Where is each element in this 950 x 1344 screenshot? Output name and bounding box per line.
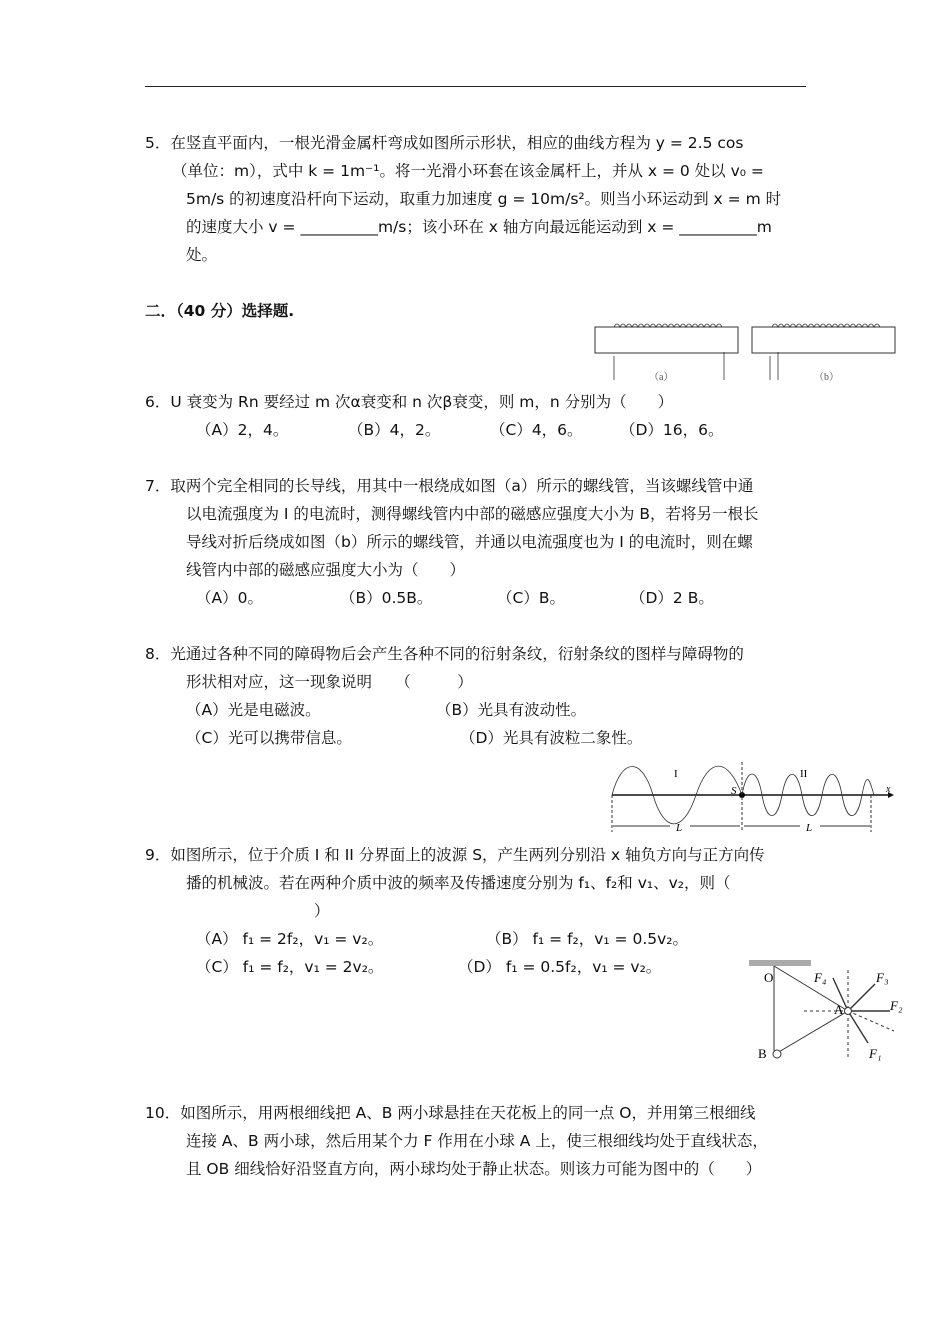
q7-option-a: （A）0。 [196,589,263,607]
q10-line-3: 且 OB 细线恰好沿竖直方向，两小球均处于静止状态。则该力可能为图中的（ ） [186,1160,762,1178]
q5-line-1: 5．在竖直平面内，一根光滑金属杆弯成如图所示形状，相应的曲线方程为 y = 2.5 cos [145,134,744,152]
point-b-label: B [758,1046,767,1061]
q6-option-d: （D）16，6。 [620,421,724,439]
q5-line-3: 5m/s 的初速度沿杆向下运动，取重力加速度 g = 10m/s²。则当小环运动到 x = m 时 [186,190,782,208]
q5-line-2: （单位：m），式中 k = 1m⁻¹。将一光滑小环套在该金属杆上，并从 x = 0 处以 v₀ = [172,162,764,180]
q7-line-1: 7．取两个完全相同的长导线，用其中一根绕成如图（a）所示的螺线管，当该螺线管中通 [145,477,754,495]
source-label: S [731,785,737,797]
q8-line-1: 8．光通过各种不同的障碍物后会产生各种不同的衍射条纹，衍射条纹的图样与障碍物的 [145,645,744,663]
f2-label: F₂ [890,998,903,1013]
point-o-label: O [764,970,774,985]
q7-line-4: 线管内中部的磁感应强度大小为（ ） [186,561,466,579]
length-2-label: L [806,822,813,834]
q9-option-d: （D） f₁ = 0.5f₂，v₁ = v₂。 [458,958,662,976]
q6-stem: 6．U 衰变为 Rn 要经过 m 次α衰变和 n 次β衰变，则 m，n 分别为（ ） [145,393,674,411]
q7-option-b: （B）0.5B。 [340,589,433,607]
solenoid-figure [594,322,904,384]
wave-figure [610,762,900,837]
length-1-label: L [676,822,683,834]
q8-line-2: 形状相对应，这一现象说明 （ ） [186,673,473,691]
q10-line-2: 连接 A、B 两小球，然后用某个力 F 作用在小球 A 上，使三根细线均处于直线状态， [186,1132,768,1150]
q7-option-c: （C）B。 [497,589,565,607]
q7-line-2: 以电流强度为 I 的电流时，测得螺线管内中部的磁感应强度大小为 B，若将另一根长 [186,505,759,523]
q9-option-b: （B） f₁ = f₂，v₁ = 0.5v₂。 [486,930,689,948]
axis-label: x [886,784,891,795]
f1-label: F₁ [869,1046,882,1061]
f4-label: F₄ [814,970,827,985]
label-b: （b） [814,372,839,383]
q9-line-1: 9．如图所示，位于介质 I 和 II 分界面上的波源 S，产生两列分别沿 x 轴负方向与正方向传 [145,846,765,864]
q10-line-1: 10．如图所示，用两根细线把 A、B 两小球悬挂在天花板上的同一点 O，并用第三根细线 [145,1104,756,1122]
header-rule [145,86,806,87]
q6-option-b: （B）4，2。 [348,421,441,439]
region-1-label: I [674,768,678,780]
q7-option-d: （D）2 B。 [630,589,714,607]
q8-option-a: （A）光是电磁波。 [186,701,321,719]
f3-label: F₃ [876,970,889,985]
q6-option-a: （A）2，4。 [196,421,289,439]
q9-line-3: ） [314,902,330,920]
section-heading: 二．（40 分）选择题. [145,302,295,320]
q5-line-5: 处。 [186,246,218,264]
q7-line-3: 导线对折后绕成如图（b）所示的螺线管，并通以电流强度也为 I 的电流时，则在螺 [186,533,753,551]
point-a-label: A [834,1002,844,1017]
force-figure [744,958,909,1063]
q9-option-c: （C） f₁ = f₂，v₁ = 2v₂。 [196,958,384,976]
label-a: （a） [649,372,674,383]
q9-option-a: （A） f₁ = 2f₂，v₁ = v₂。 [196,930,384,948]
q6-option-c: （C）4，6。 [490,421,583,439]
q9-line-2: 播的机械波。若在两种介质中波的频率及传播速度分别为 f₁、f₂和 v₁、v₂，则（ [186,874,731,892]
q8-option-b: （B）光具有波动性。 [436,701,587,719]
q8-option-c: （C）光可以携带信息。 [186,729,352,747]
q5-line-4: 的速度大小 v = __________m/s；该小环在 x 轴方向最远能运动到 x = __________m [186,218,772,236]
region-2-label: II [800,768,808,780]
q8-option-d: （D）光具有波粒二象性。 [460,729,643,747]
